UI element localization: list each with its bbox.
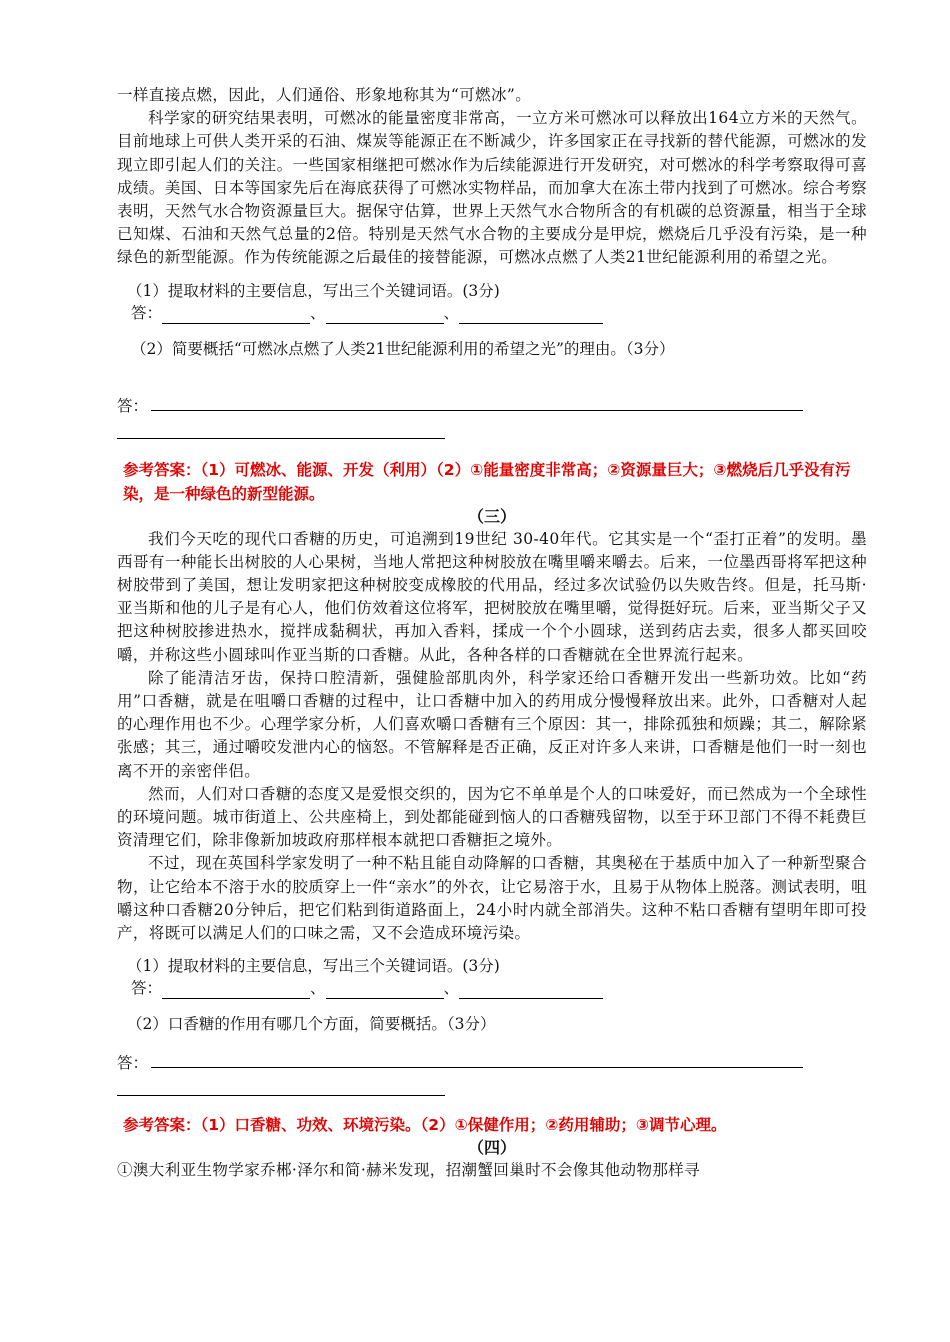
answer-area: [117, 1051, 867, 1079]
answer-blank-2[interactable]: [326, 982, 444, 999]
question-2: （2）口香糖的作用有哪几个方面，简要概括。（3分）: [127, 1015, 496, 1034]
answer-line: 答： 、 、: [117, 977, 867, 999]
answer-blank-1[interactable]: [162, 307, 310, 324]
passage-paragraph: 然而，人们对口香糖的态度又是爱恨交织的，因为它不单单是个人的口味爱好，而已然成为一个全球性的环境问题。城市街道上、公共座椅上，到处都能碰到恼人的口香糖残留物，以至于环卫部门不得不耗费巨资清理它们，除非像新加坡政府那样根本就把口香糖拒之境外。: [117, 784, 867, 850]
reference-answer: 参考答案：（1）口香糖、功效、环境污染。（2）①保健作用；②药用辅助；③调节心理。: [123, 1116, 727, 1135]
answer-label: 答：: [131, 979, 163, 998]
passage-paragraph: ①澳大利亚生物学家乔郴·泽尔和简·赫米发现，招潮蟹回巢时不会像其他动物那样寻: [117, 1161, 701, 1180]
question-2: （2）简要概括“可燃冰点燃了人类21世纪能源利用的希望之光”的理由。（3分）: [131, 339, 675, 358]
passage-paragraph: 除了能清洁牙齿，保持口腔清新，强健脸部肌肉外，科学家还给口香糖开发出一些新功效。比如“药用”口香糖，就是在咀嚼口香糖的过程中，让口香糖中加入的药用成分慢慢释放出来。此外，口香糖对人起的心理作用也不少。心理学家分析，人们喜欢嚼口香糖有三个原因：其一，排除孤独和烦躁；其二，解除紧张感；其三，通过嚼咬发泄内心的恼怒。不管解释是否正确，反正对许多人来讲，口香糖是他们一时一刻也离不开的亲密伴侣。: [117, 668, 867, 780]
answer-label: 答：: [131, 303, 163, 322]
answer-long-blank-2[interactable]: [117, 422, 445, 439]
section-title: （四）: [467, 1138, 516, 1158]
passage-paragraph: 一样直接点燃，因此，人们通俗、形象地称其为“可燃冰”。: [117, 86, 532, 104]
passage-paragraph: 我们今天吃的现代口香糖的历史，可追溯到19世纪 30-40年代。它其实是一个“歪打正着”的发明。墨西哥有一种能长出树胶的人心果树，当地人常把这种树胶放在嘴里嚼来嚼去。后来，一位墨西哥将军把这种树胶带到了美国，想让发明家把这种树胶变成橡胶的代用品，经过多次试验仍以失败告终。但是，托马斯·亚当斯和他的儿子是有心人，他们仿效着这位将军，把树胶放在嘴里嚼，觉得挺好玩。后来，亚当斯父子又把这种树胶掺进热水，搅拌成黏稠状，再加入香料，揉成一个个小圆球，送到药店去卖，很多人都买回咬嚼，并称这些小圆球叫作亚当斯的口香糖。从此，各种各样的口香糖就在全世界流行起来。: [117, 529, 867, 664]
answer-long-blank-2[interactable]: [117, 1079, 445, 1096]
answer-long-blank-1[interactable]: [151, 1051, 803, 1068]
question-1: （1）提取材料的主要信息，写出三个关键词语。(3分): [127, 281, 500, 300]
document-page: [117, 84, 867, 1182]
section-title: （三）: [467, 506, 516, 526]
question-1: （1）提取材料的主要信息，写出三个关键词语。(3分): [127, 957, 500, 976]
answer-area-2: [117, 422, 867, 450]
answer-blank-3[interactable]: [459, 982, 603, 999]
passage-paragraph: 不过，现在英国科学家发明了一种不粘且能自动降解的口香糖，其奥秘在于基质中加入了一种新型聚合物，让它给本不溶于水的胶质穿上一件“亲水”的外衣，让它易溶于水，且易于从物体上脱落。测试表明，咀嚼这种口香糖20分钟后，把它们粘到街道路面上，24小时内就全部消失。这种不粘口香糖有望明年即可投产，将既可以满足人们的口味之需，又不会造成环境污染。: [117, 854, 867, 943]
passage-paragraph: 科学家的研究结果表明，可燃冰的能量密度非常高，一立方米可燃冰可以释放出164立方米的天然气。目前地球上可供人类开采的石油、煤炭等能源正在不断减少，许多国家正在寻找新的替代能源，可燃冰的发现立即引起人们的关注。一些国家相继把可燃冰作为后续能源进行开发研究，对可燃冰的科学考察取得可喜成绩。美国、日本等国家先后在海底获得了可燃冰实物样品，而加拿大在冻土带内找到了可燃冰。综合考察表明，天然气水合物资源量巨大。据保守估算，世界上天然气水合物所含的有机碳的总资源量，相当于全球已知煤、石油和天然气总量的2倍。特别是天然气水合物的主要成分是甲烷，燃烧后几乎没有污染，是一种绿色的新型能源。作为传统能源之后最佳的接替能源，可燃冰点燃了人类21世纪能源利用的希望之光。: [117, 109, 867, 267]
answer-long-blank-1[interactable]: [151, 394, 803, 411]
answer-label: 答：: [117, 1054, 149, 1073]
answer-area: [117, 394, 867, 422]
answer-blank-2[interactable]: [326, 307, 444, 324]
answer-label: 答：: [117, 396, 149, 415]
reference-answer: 参考答案：（1）可燃冰、能源、开发（利用）（2）①能量密度非常高；②资源量巨大；③燃烧后几乎没有污染，是一种绿色的新型能源。: [123, 460, 851, 503]
answer-line: 答： 、 、: [117, 302, 867, 324]
answer-blank-1[interactable]: [162, 982, 310, 999]
answer-blank-3[interactable]: [459, 307, 603, 324]
answer-area-2: [117, 1079, 867, 1107]
